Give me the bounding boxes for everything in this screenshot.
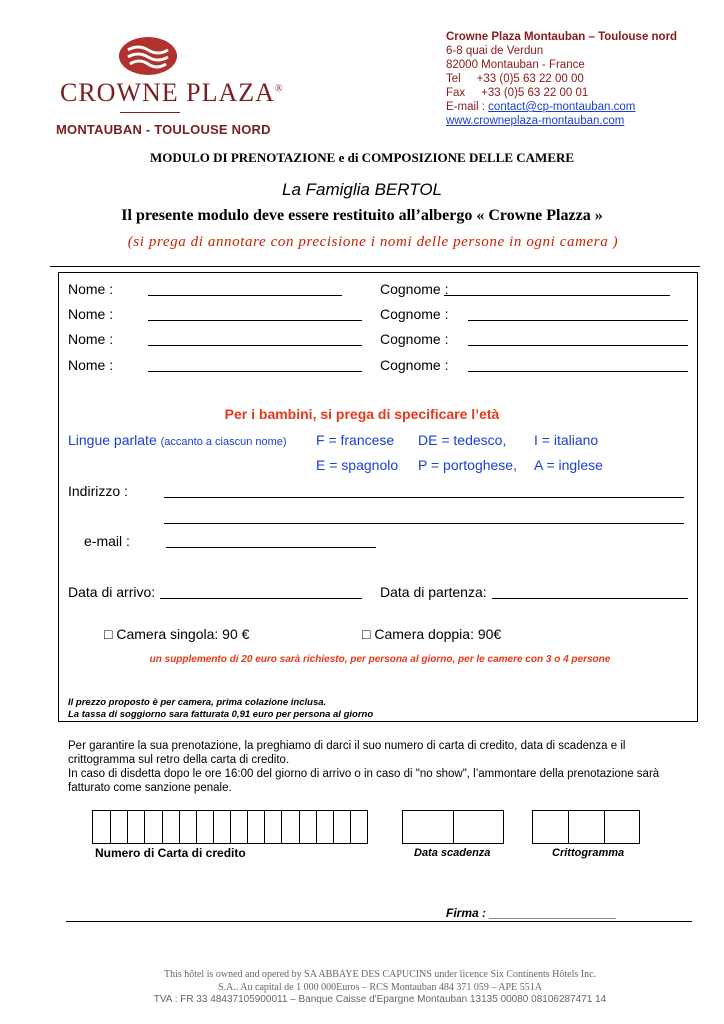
nome-label: Nome : [68,281,114,297]
guarantee-text-2: In caso di disdetta dopo le ore 16:00 del giorno di arrivo o in caso di "no show", l’ammontare della prenotazione sarà fatturato come sanzione penale. [68,768,660,794]
card-number-label: Numero di Carta di credito [95,846,246,860]
email-label: e-mail : [84,533,130,549]
arrival-label: Data di arrivo: [68,584,156,600]
card-cell-divider [127,811,128,843]
crown-emblem-icon [118,36,178,76]
form-title: MODULO DI PRENOTAZIONE e di COMPOSIZIONE DELLE CAMERE [149,150,575,165]
hotel-contact-block [446,30,677,128]
cognome-label: Cognome : [380,306,449,322]
card-cell-divider [110,811,111,843]
lang-english: A = inglese [534,457,603,473]
cognome-label: Cognome : [380,331,449,347]
hotel-tel: Tel +33 (0)5 63 22 00 00 [446,73,584,85]
card-cell-divider [453,811,454,843]
email-field[interactable] [166,531,376,548]
crowne-plaza-logo [56,36,284,137]
expiry-label: Data scadenza [414,847,491,859]
signature-label: Firma : ___________________ [446,906,617,920]
cognome-field[interactable] [468,304,688,321]
nome-field[interactable] [148,329,362,346]
languages-label: Lingue parlate (accanto a ciascun nome) [68,432,287,448]
address-field-1[interactable] [164,481,684,498]
top-rule [50,266,700,267]
email-link[interactable]: contact@cp-montauban.com [488,101,636,113]
footer-line-3: TVA : FR 33 48437105900011 – Banque Caisse d'Epargne Montauban 13135 00080 08106287471 14 [153,994,607,1005]
lang-spanish: E = spagnolo [316,457,399,473]
lang-german: DE = tedesco, [418,432,507,448]
double-room-checkbox[interactable]: □ Camera doppia: 90€ [362,626,502,642]
cognome-field[interactable] [444,279,670,296]
card-cell-divider [604,811,605,843]
cognome-label: Cognome : [380,281,449,297]
card-cell-divider [179,811,180,843]
cognome-label: Cognome : [380,357,449,373]
cognome-field[interactable] [468,355,688,372]
hotel-fax: Fax +33 (0)5 63 22 00 01 [446,87,589,99]
return-instruction: Il presente modulo deve essere restituito all’albergo « Crowne Plazza » [121,207,603,224]
website-link[interactable]: www.crowneplaza-montauban.com [446,115,625,127]
price-note-2: La tassa di soggiorno sara fatturata 0,91 euro per persona al giorno [68,709,374,720]
guarantee-text-1: Per garantire la sua prenotazione, la preghiamo di darci il suo numero di carta di credito, data di scadenza e il crittogramma sul retro della carta di credito. [68,740,626,766]
departure-label: Data di partenza: [380,584,487,600]
lang-french: F = francese [316,432,395,448]
card-cell-divider [196,811,197,843]
footer-line-2: S.A.. Au capital de 1 000 000Euros – RCS Montauban 484 371 059 – APE 551A [218,982,542,993]
lang-portuguese: P = portoghese, [418,457,517,473]
card-cell-divider [230,811,231,843]
card-cell-divider [299,811,300,843]
card-cell-divider [144,811,145,843]
nome-field[interactable] [148,279,342,296]
nome-label: Nome : [68,306,114,322]
nome-field[interactable] [148,304,362,321]
hotel-email-row: E-mail : contact@cp-montauban.com [446,101,636,113]
card-number-boxes[interactable] [92,810,368,844]
departure-field[interactable] [492,582,688,599]
card-cell-divider [333,811,334,843]
single-room-checkbox[interactable]: □ Camera singola: 90 € [104,626,250,642]
card-cell-divider [162,811,163,843]
hotel-address-2: 82000 Montauban - France [446,59,585,71]
signature-rule [66,921,692,922]
logo-rule [120,112,180,113]
card-cell-divider [568,811,569,843]
hotel-name: Crowne Plaza Montauban – Toulouse nord [446,31,678,43]
hotel-address-1: 6-8 quai de Verdun [446,45,544,57]
supplement-note: un supplemento di 20 euro sarà richiesto, per persona al giorno, per le camere con 3 o 4 persone [149,654,611,665]
cvv-boxes[interactable] [532,810,640,844]
arrival-field[interactable] [160,582,362,599]
card-cell-divider [247,811,248,843]
expiry-boxes[interactable] [402,810,504,844]
address-field-2[interactable] [164,507,684,524]
family-name: La Famiglia BERTOL [282,180,442,199]
card-cell-divider [316,811,317,843]
footer-line-1: This hôtel is owned and opered by SA ABBAYE DES CAPUCINS under licence Six Continents Hôtels Inc. [163,969,597,980]
address-label: Indirizzo : [68,483,128,499]
card-cell-divider [213,811,214,843]
lang-italian: I = italiano [534,432,599,448]
cognome-field[interactable] [468,329,688,346]
children-note: Per i bambini, si prega di specificare l’età [224,406,500,422]
card-cell-divider [350,811,351,843]
price-note-1: Il prezzo proposto è per camera, prima colazione inclusa. [68,697,327,708]
nome-label: Nome : [68,331,114,347]
cvv-label: Crittogramma [552,847,625,859]
logo-subtitle: MONTAUBAN - TOULOUSE NORD [56,122,271,137]
card-cell-divider [264,811,265,843]
nome-label: Nome : [68,357,114,373]
brand-name: CROWNE PLAZA® [60,78,284,107]
nome-field[interactable] [148,355,362,372]
names-note: (si prega di annotare con precisione i nomi delle persone in ogni camera ) [127,234,619,250]
card-cell-divider [281,811,282,843]
